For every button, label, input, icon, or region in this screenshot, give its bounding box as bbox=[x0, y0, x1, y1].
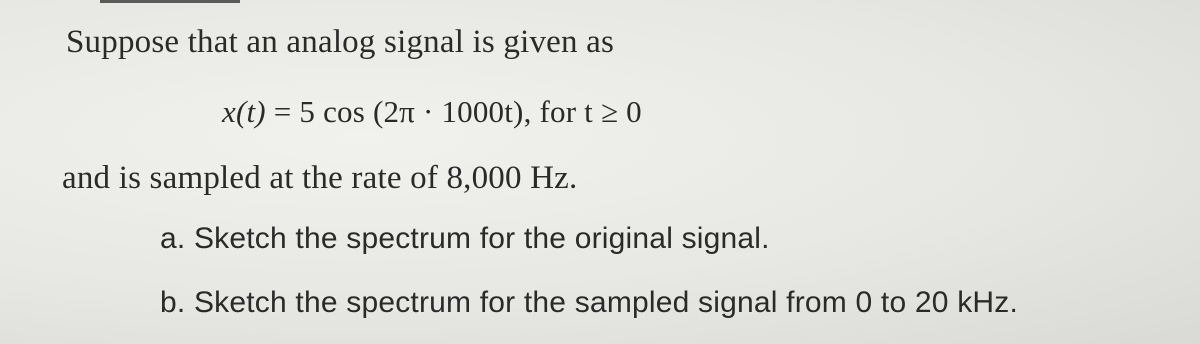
equation-equals: = bbox=[265, 94, 300, 129]
signal-equation bbox=[222, 94, 642, 130]
top-divider bbox=[100, 0, 240, 3]
question-part-a: a. Sketch the spectrum for the original signal. bbox=[160, 222, 770, 255]
equation-lhs: x(t) bbox=[222, 94, 266, 129]
equation-rhs: 5 cos (2π · 1000t), for t ≥ 0 bbox=[299, 94, 642, 129]
question-part-b: b. Sketch the spectrum for the sampled signal from 0 to 20 kHz. bbox=[160, 286, 1018, 319]
problem-intro: Suppose that an analog signal is given as bbox=[66, 24, 615, 60]
sampling-rate-statement: and is sampled at the rate of 8,000 Hz. bbox=[62, 160, 578, 196]
